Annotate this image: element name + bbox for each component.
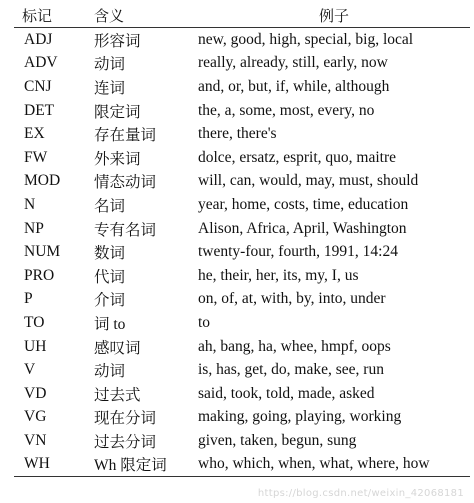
watermark: https://blog.csdn.net/weixin_42068181: [257, 488, 464, 499]
cell-tag: FW: [24, 148, 48, 166]
cell-meaning: 过去式: [94, 386, 141, 404]
cell-examples: really, already, still, early, now: [198, 54, 388, 72]
cell-meaning: 情态动词: [94, 174, 157, 192]
table-header: [14, 4, 470, 28]
table-row: [14, 311, 470, 335]
cell-examples: twenty-four, fourth, 1991, 14:24: [198, 243, 398, 261]
table-row: [14, 146, 470, 170]
header-row: [14, 4, 470, 28]
cell-meaning: 过去分词: [94, 433, 157, 451]
cell-tag: ADJ: [24, 30, 53, 48]
header-meaning: 含义: [94, 4, 198, 28]
cell-meaning: 外来词: [94, 150, 141, 168]
cell-tag: VN: [24, 431, 47, 449]
header-examples: 例子: [198, 4, 470, 28]
cell-examples: he, their, her, its, my, I, us: [198, 266, 359, 284]
cell-tag: WH: [14, 453, 94, 477]
cell-tag: DET: [24, 101, 55, 119]
table-row: [14, 382, 470, 406]
cell-meaning: Wh 限定词: [94, 453, 198, 477]
cell-examples: on, of, at, with, by, into, under: [198, 290, 386, 308]
cell-meaning: 代词: [94, 268, 126, 286]
cell-examples: Alison, Africa, April, Washington: [198, 219, 407, 237]
table-row: [14, 122, 470, 146]
table-row: [14, 358, 470, 382]
table-row: [14, 240, 470, 264]
cell-tag: ADV: [24, 54, 58, 72]
cell-meaning: 现在分词: [94, 410, 157, 428]
cell-tag: VG: [24, 408, 47, 426]
cell-tag: P: [24, 290, 33, 308]
cell-examples: there, there's: [198, 125, 277, 143]
cell-tag: VD: [24, 384, 47, 402]
table-row: [14, 99, 470, 123]
table-body: [14, 28, 470, 477]
cell-tag: NUM: [24, 243, 61, 261]
cell-meaning: 形容词: [94, 32, 141, 50]
cell-examples: who, which, when, what, where, how: [198, 453, 470, 477]
cell-tag: UH: [24, 337, 47, 355]
cell-examples: to: [198, 313, 211, 331]
cell-tag: V: [24, 361, 36, 379]
table-row: [14, 170, 470, 194]
cell-examples: ah, bang, ha, whee, hmpf, oops: [198, 337, 391, 355]
cell-tag: PRO: [24, 266, 55, 284]
table-row: [14, 193, 470, 217]
cell-meaning: 存在量词: [94, 127, 157, 145]
cell-tag: TO: [24, 313, 45, 331]
cell-meaning: 动词: [94, 56, 126, 74]
header-tag: 标记: [14, 4, 94, 28]
cell-tag: EX: [24, 125, 45, 143]
cell-meaning: 动词: [94, 363, 126, 381]
table-row: [14, 52, 470, 76]
table-row: [14, 406, 470, 430]
cell-meaning: 连词: [94, 79, 126, 97]
cell-meaning: 限定词: [94, 103, 141, 121]
table-row: [14, 217, 470, 241]
cell-meaning: 词 to: [94, 315, 126, 333]
cell-meaning: 感叹词: [94, 339, 141, 357]
cell-examples: and, or, but, if, while, although: [198, 77, 390, 95]
cell-meaning: 名词: [94, 197, 126, 215]
cell-examples: making, going, playing, working: [198, 408, 402, 426]
cell-examples: will, can, would, may, must, should: [198, 172, 419, 190]
cell-tag: CNJ: [24, 77, 52, 95]
pos-tag-table: [14, 4, 470, 477]
cell-examples: dolce, ersatz, esprit, quo, maitre: [198, 148, 396, 166]
cell-meaning: 介词: [94, 292, 126, 310]
cell-tag: MOD: [24, 172, 61, 190]
table-row: [14, 453, 470, 477]
cell-examples: year, home, costs, time, education: [198, 195, 409, 213]
cell-meaning: 数词: [94, 245, 126, 263]
cell-examples: given, taken, begun, sung: [198, 431, 357, 449]
table-row: [14, 264, 470, 288]
cell-examples: said, took, told, made, asked: [198, 384, 375, 402]
cell-examples: the, a, some, most, every, no: [198, 101, 375, 119]
table-row: [14, 335, 470, 359]
table-row: [14, 429, 470, 453]
cell-examples: is, has, get, do, make, see, run: [198, 361, 384, 379]
cell-examples: new, good, high, special, big, local: [198, 30, 414, 48]
table-row: [14, 288, 470, 312]
cell-tag: N: [24, 195, 36, 213]
table-row: [14, 75, 470, 99]
cell-meaning: 专有名词: [94, 221, 157, 239]
table-row: [14, 28, 470, 52]
cell-tag: NP: [24, 219, 44, 237]
